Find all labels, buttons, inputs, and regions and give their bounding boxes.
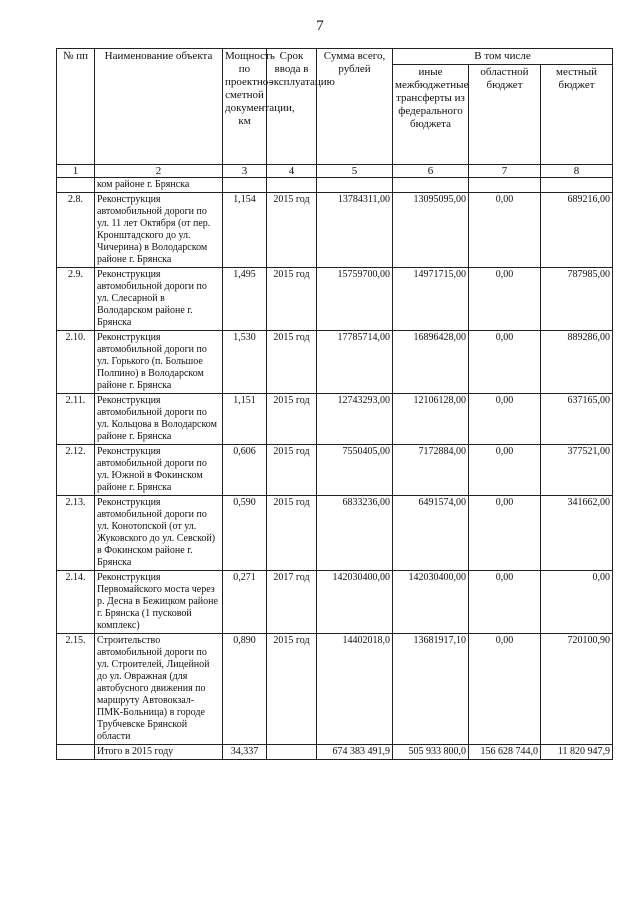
row-local: 720100,90	[541, 634, 613, 745]
row-number: 2.14.	[57, 571, 95, 634]
header-group: В том числе	[393, 49, 613, 65]
total-capacity: 34,337	[223, 745, 267, 760]
header-capacity: Мощность по проектно-сметной документации, км	[223, 49, 267, 165]
row-federal: 12106128,00	[393, 394, 469, 445]
row-term: 2015 год	[267, 634, 317, 745]
table-row	[57, 445, 613, 496]
header-federal: иные межбюджетные трансферты из федерального бюджета	[393, 65, 469, 165]
table-row	[57, 394, 613, 445]
row-capacity: 1,495	[223, 268, 267, 331]
row-regional: 0,00	[469, 394, 541, 445]
total-federal: 505 933 800,0	[393, 745, 469, 760]
row-number: 2.10.	[57, 331, 95, 394]
table-row	[57, 496, 613, 571]
row-capacity: 1,151	[223, 394, 267, 445]
table-row	[57, 193, 613, 268]
row-capacity: 0,590	[223, 496, 267, 571]
row-federal: 16896428,00	[393, 331, 469, 394]
column-number: 3	[223, 165, 267, 178]
row-local: 0,00	[541, 571, 613, 634]
header-regional: областной бюджет	[469, 65, 541, 165]
row-term: 2015 год	[267, 496, 317, 571]
row-federal: 13681917,10	[393, 634, 469, 745]
header-term: Срок ввода в эксплуатацию	[267, 49, 317, 165]
row-number: 2.11.	[57, 394, 95, 445]
row-total: 15759700,00	[317, 268, 393, 331]
row-local: 637165,00	[541, 394, 613, 445]
row-local: 689216,00	[541, 193, 613, 268]
row-total: 6833236,00	[317, 496, 393, 571]
row-local: 889286,00	[541, 331, 613, 394]
row-name: Реконструкция автомобильной дороги по ул. Слесарной в Володарском районе г. Брянска	[95, 268, 223, 331]
row-number: 2.8.	[57, 193, 95, 268]
continuation-text: ком районе г. Брянска	[95, 178, 223, 193]
row-name: Реконструкция автомобильной дороги по ул. Конотопской (от ул. Жуковского до ул. Севской) в Фокинском районе г. Брянска	[95, 496, 223, 571]
row-total: 12743293,00	[317, 394, 393, 445]
table-row	[57, 634, 613, 745]
row-federal: 6491574,00	[393, 496, 469, 571]
row-local: 787985,00	[541, 268, 613, 331]
row-regional: 0,00	[469, 445, 541, 496]
row-number: 2.15.	[57, 634, 95, 745]
row-name: Строительство автомобильной дороги по ул. Строителей, Лицейной до ул. Овражная (для автобусного движения по маршруту Автовокзал-ПМК-Больница) в городе Трубчевске Брянской области	[95, 634, 223, 745]
row-federal: 7172884,00	[393, 445, 469, 496]
row-name: Реконструкция автомобильной дороги по ул. Южной в Фокинском районе г. Брянска	[95, 445, 223, 496]
row-local: 377521,00	[541, 445, 613, 496]
row-term: 2015 год	[267, 331, 317, 394]
column-number: 6	[393, 165, 469, 178]
row-regional: 0,00	[469, 331, 541, 394]
table-row	[57, 331, 613, 394]
column-number: 7	[469, 165, 541, 178]
header-total: Сумма всего, рублей	[317, 49, 393, 165]
column-number: 2	[95, 165, 223, 178]
table-row	[57, 268, 613, 331]
row-capacity: 1,154	[223, 193, 267, 268]
header-local: местный бюджет	[541, 65, 613, 165]
row-federal: 142030400,00	[393, 571, 469, 634]
row-capacity: 0,606	[223, 445, 267, 496]
row-name: Реконструкция автомобильной дороги по ул. 11 лет Октября (от пер. Кронштадского до ул. Чичерина) в Володарском районе г. Брянска	[95, 193, 223, 268]
row-number: 2.9.	[57, 268, 95, 331]
header-name: Наименование объекта	[95, 49, 223, 165]
row-number: 2.12.	[57, 445, 95, 496]
total-sum: 674 383 491,9	[317, 745, 393, 760]
total-local: 11 820 947,9	[541, 745, 613, 760]
row-number: 2.13.	[57, 496, 95, 571]
total-regional: 156 628 744,0	[469, 745, 541, 760]
row-capacity: 0,890	[223, 634, 267, 745]
row-regional: 0,00	[469, 571, 541, 634]
table-row	[57, 571, 613, 634]
column-number: 5	[317, 165, 393, 178]
column-number: 8	[541, 165, 613, 178]
row-local: 341662,00	[541, 496, 613, 571]
column-number: 4	[267, 165, 317, 178]
row-regional: 0,00	[469, 193, 541, 268]
column-number: 1	[57, 165, 95, 178]
row-total: 142030400,00	[317, 571, 393, 634]
page-number: 7	[316, 18, 324, 34]
row-capacity: 1,530	[223, 331, 267, 394]
row-regional: 0,00	[469, 634, 541, 745]
funding-table	[56, 48, 613, 760]
row-name: Реконструкция автомобильной дороги по ул. Кольцова в Володарском районе г. Брянска	[95, 394, 223, 445]
row-total: 14402018,0	[317, 634, 393, 745]
row-capacity: 0,271	[223, 571, 267, 634]
row-regional: 0,00	[469, 496, 541, 571]
row-federal: 13095095,00	[393, 193, 469, 268]
row-total: 7550405,00	[317, 445, 393, 496]
row-name: Реконструкция автомобильной дороги по ул. Горького (п. Большое Полпино) в Володарском районе г. Брянска	[95, 331, 223, 394]
row-term: 2015 год	[267, 394, 317, 445]
row-term: 2015 год	[267, 193, 317, 268]
row-name: Реконструкция Первомайского моста через р. Десна в Бежицком районе г. Брянска (1 пусковой комплекс)	[95, 571, 223, 634]
row-federal: 14971715,00	[393, 268, 469, 331]
row-term: 2017 год	[267, 571, 317, 634]
header-no: № пп	[57, 49, 95, 165]
column-number-row	[57, 165, 613, 178]
total-row	[57, 745, 613, 760]
total-term	[267, 745, 317, 760]
row-total: 17785714,00	[317, 331, 393, 394]
header-row-1	[57, 49, 613, 65]
continuation-row	[57, 178, 613, 193]
row-total: 13784311,00	[317, 193, 393, 268]
total-label: Итого в 2015 году	[95, 745, 223, 760]
row-term: 2015 год	[267, 445, 317, 496]
row-regional: 0,00	[469, 268, 541, 331]
row-term: 2015 год	[267, 268, 317, 331]
